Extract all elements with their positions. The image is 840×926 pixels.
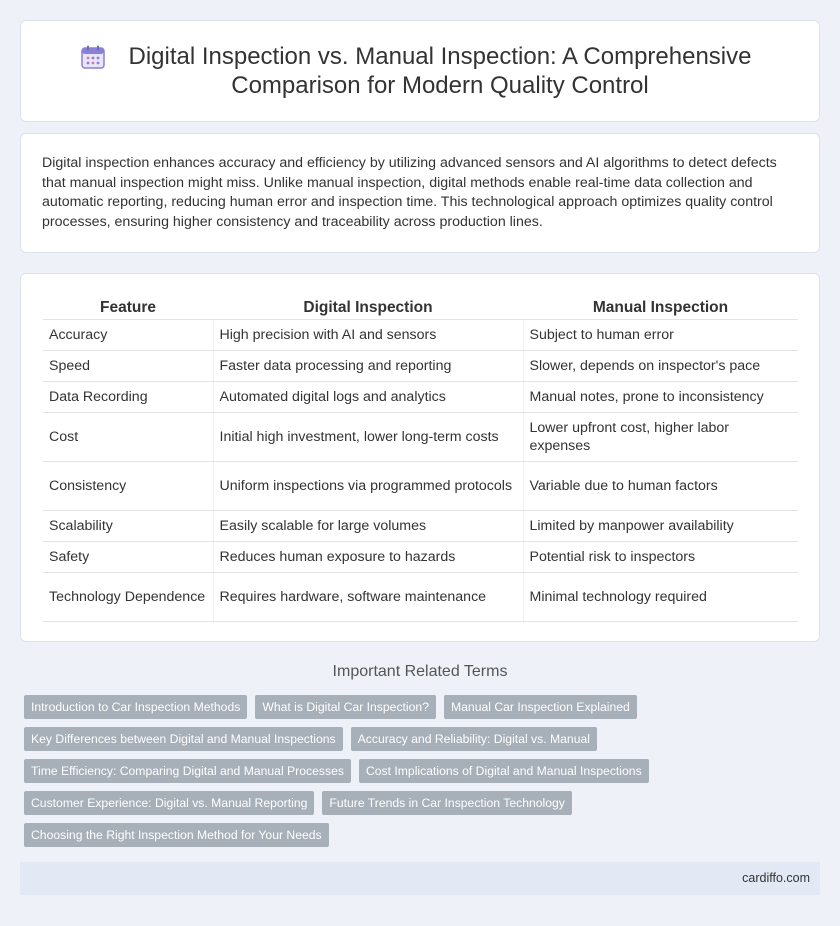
- table-cell: Variable due to human factors: [523, 461, 798, 510]
- related-term-tag[interactable]: What is Digital Car Inspection?: [255, 695, 436, 719]
- header-feature: Feature: [43, 296, 213, 319]
- table-cell: Subject to human error: [523, 319, 798, 350]
- table-cell: Reduces human exposure to hazards: [213, 541, 523, 572]
- comparison-card: [20, 273, 820, 642]
- table-row: [43, 412, 798, 461]
- related-term-tag[interactable]: Accuracy and Reliability: Digital vs. Manual: [351, 727, 597, 751]
- table-cell: Automated digital logs and analytics: [213, 381, 523, 412]
- comparison-table: [43, 296, 798, 622]
- tag-row: [24, 791, 804, 815]
- table-cell: Data Recording: [43, 381, 213, 412]
- related-term-tag[interactable]: Choosing the Right Inspection Method for Your Needs: [24, 823, 329, 847]
- related-term-tag[interactable]: Customer Experience: Digital vs. Manual Reporting: [24, 791, 314, 815]
- header-digital: Digital Inspection: [213, 296, 523, 319]
- table-row: [43, 381, 798, 412]
- intro-paragraph: Digital inspection enhances accuracy and efficiency by utilizing advanced sensors and AI algorithms to detect defects that manual inspection might miss. Unlike manual inspection, digital methods enable real-time data collection and automatic reporting, reducing human error and inspection time. This technological approach optimizes quality control processes, ensuring higher consistency and traceability across production lines.: [42, 155, 777, 230]
- table-cell: Accuracy: [43, 319, 213, 350]
- table-cell: Cost: [43, 412, 213, 461]
- footer-site-link[interactable]: cardiffo.com: [742, 871, 810, 885]
- table-cell: Initial high investment, lower long-term costs: [213, 412, 523, 461]
- related-terms-tags: [24, 695, 804, 855]
- related-term-tag[interactable]: Introduction to Car Inspection Methods: [24, 695, 247, 719]
- table-row: [43, 461, 798, 510]
- table-row: [43, 510, 798, 541]
- table-cell: Lower upfront cost, higher labor expenses: [523, 412, 798, 461]
- table-cell: Faster data processing and reporting: [213, 350, 523, 381]
- table-row: [43, 541, 798, 572]
- tag-row: [24, 759, 804, 783]
- header-manual: Manual Inspection: [523, 296, 798, 319]
- table-cell: Limited by manpower availability: [523, 510, 798, 541]
- footer: [20, 862, 820, 895]
- table-row: [43, 572, 798, 621]
- calendar-icon: [80, 44, 106, 70]
- table-cell: Potential risk to inspectors: [523, 541, 798, 572]
- table-row: [43, 319, 798, 350]
- table-cell: Uniform inspections via programmed protocols: [213, 461, 523, 510]
- table-cell: Manual notes, prone to inconsistency: [523, 381, 798, 412]
- related-term-tag[interactable]: Cost Implications of Digital and Manual Inspections: [359, 759, 649, 783]
- tag-row: [24, 695, 804, 719]
- tag-row: [24, 823, 804, 847]
- related-terms-title: Important Related Terms: [332, 663, 508, 680]
- table-cell: High precision with AI and sensors: [213, 319, 523, 350]
- table-cell: Speed: [43, 350, 213, 381]
- table-cell: Minimal technology required: [523, 572, 798, 621]
- intro-card: [20, 133, 820, 253]
- tag-row: [24, 727, 804, 751]
- table-cell: Slower, depends on inspector's pace: [523, 350, 798, 381]
- related-term-tag[interactable]: Future Trends in Car Inspection Technology: [322, 791, 572, 815]
- table-row: [43, 350, 798, 381]
- related-term-tag[interactable]: Key Differences between Digital and Manual Inspections: [24, 727, 343, 751]
- title-wrap: [80, 42, 760, 100]
- table-header-row: [43, 296, 798, 319]
- table-cell: Safety: [43, 541, 213, 572]
- related-term-tag[interactable]: Manual Car Inspection Explained: [444, 695, 637, 719]
- table-cell: Requires hardware, software maintenance: [213, 572, 523, 621]
- table-cell: Consistency: [43, 461, 213, 510]
- table-cell: Technology Dependence: [43, 572, 213, 621]
- table-cell: Scalability: [43, 510, 213, 541]
- related-term-tag[interactable]: Time Efficiency: Comparing Digital and Manual Processes: [24, 759, 351, 783]
- table-cell: Easily scalable for large volumes: [213, 510, 523, 541]
- page-title: Digital Inspection vs. Manual Inspection: A Comprehensive Comparison for Modern Quality Control: [128, 43, 752, 99]
- title-card: [20, 20, 820, 122]
